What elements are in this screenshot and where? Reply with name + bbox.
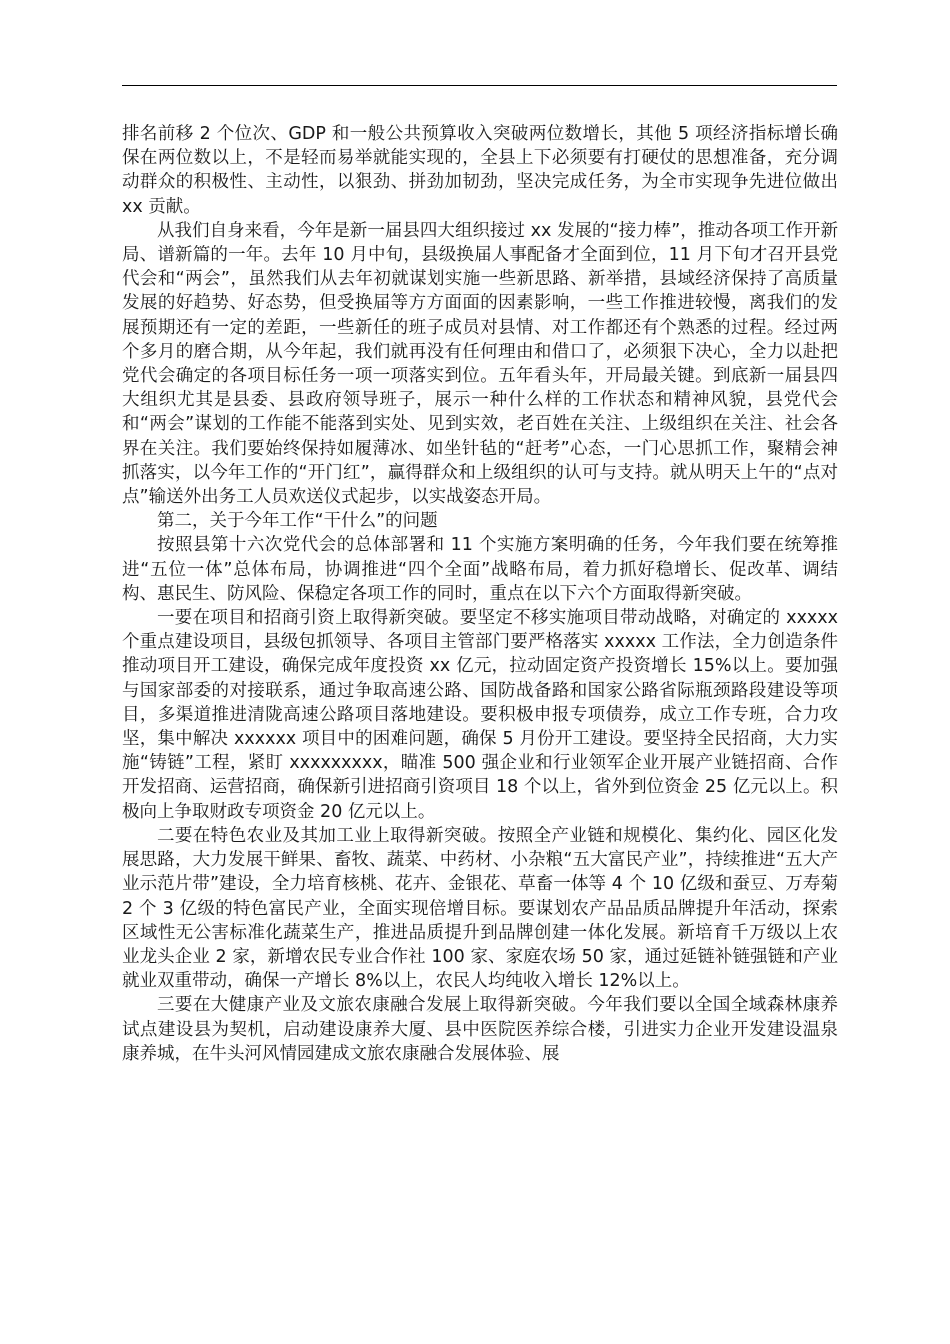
document-body [122,122,838,1066]
paragraph-1: 排名前移 2 个位次、GDP 和一般公共预算收入突破两位数增长，其他 5 项经济指标增长确保在两位数以上，不是轻而易举就能实现的，全县上下必须要有打硬仗的思想准备，充分调动群众的积极性、主动性，以狠劲、拼劲加韧劲，坚决完成任务，为全市实现争先进位做出 xx 贡献。 [122,124,838,217]
paragraph-6: 二要在特色农业及其加工业上取得新突破。按照全产业链和规模化、集约化、园区化发展思路，大力发展干鲜果、畜牧、蔬菜、中药材、小杂粮“五大富民产业”，持续推进“五大产业示范片带”建设，全力培育核桃、花卉、金银花、草畜一体等 4 个 10 亿级和蚕豆、万寿菊 2 个 3 亿级的特色富民产业，全面实现倍增目标。要谋划农产品品质品牌提升年活动，探索区域性无公害标准化蔬菜生产，推进品质提升到品牌创建一体化发展。新培育千万级以上农业龙头企业 2 家，新增农民专业合作社 100 家、家庭农场 50 家，通过延链补链强链和产业就业双重带动，确保一产增长 8%以上，农民人均纯收入增长 12%以上。 [122,825,838,992]
paragraph-7: 三要在大健康产业及文旅农康融合发展上取得新突破。今年我们要以全国全域森林康养试点建设县为契机，启动建设康养大厦、县中医院医养综合楼，引进实力企业开发建设温泉康养城，在牛头河风情园建成文旅农康融合发展体验、展 [122,995,838,1064]
paragraph-2: 从我们自身来看，今年是新一届县四大组织接过 xx 发展的“接力棒”，推动各项工作开新局、谱新篇的一年。去年 10 月中旬，县级换届人事配备才全面到位，11 月下旬才召开县党代会和“两会”，虽然我们从去年初就谋划实施一些新思路、新举措，县域经济保持了高质量发展的好趋势、好态势，但受换届等方方面面的因素影响，一些工作推进较慢，离我们的发展预期还有一定的差距，一些新任的班子成员对县情、对工作都还有个熟悉的过程。经过两个多月的磨合期，从今年起，我们就再没有任何理由和借口了，必须狠下决心，全力以赴把党代会确定的各项目标任务一项一项落实到位。五年看头年，开局最关键。到底新一届县四大组织尤其是县委、县政府领导班子，展示一种什么样的工作状态和精神风貌，县党代会和“两会”谋划的工作能不能落到实处、见到实效，老百姓在关注、上级组织在关注、社会各界在关注。我们要始终保持如履薄冰、如坐针毡的“赶考”心态，一门心思抓工作，聚精会神抓落实，以今年工作的“开门红”，赢得群众和上级组织的认可与支持。就从明天上午的“点对点”输送外出务工人员欢送仪式起步，以实战姿态开局。 [122,220,838,508]
header-rule [122,85,837,86]
section-heading: 第二，关于今年工作“干什么”的问题 [157,511,438,532]
paragraph-4: 按照县第十六次党代会的总体部署和 11 个实施方案明确的任务，今年我们要在统筹推进“五位一体”总体布局，协调推进“四个全面”战略布局，着力抓好稳增长、促改革、调结构、惠民生、防风险、保稳定各项工作的同时，重点在以下六个方面取得新突破。 [122,535,838,604]
paragraph-5: 一要在项目和招商引资上取得新突破。要坚定不移实施项目带动战略，对确定的 xxxxx 个重点建设项目，县级包抓领导、各项目主管部门要严格落实 xxxxx 工作法，全力创造条件推动项目开工建设，确保完成年度投资 xx 亿元，拉动固定资产投资增长 15%以上。要加强与国家部委的对接联系，通过争取高速公路、国防战备路和国家公路省际瓶颈路段建设等项目，多渠道推进清陇高速公路项目落地建设。要积极申报专项债券，成立工作专班，合力攻坚，集中解决 xxxxxx 项目中的困难问题，确保 5 月份开工建设。要坚持全民招商，大力实施“铸链”工程，紧盯 xxxxxxxxx，瞄准 500 强企业和行业领军企业开展产业链招商、合作开发招商、运营招商，确保新引进招商引资项目 18 个以上，省外到位资金 25 亿元以上。积极向上争取财政专项资金 20 亿元以上。 [122,608,838,822]
